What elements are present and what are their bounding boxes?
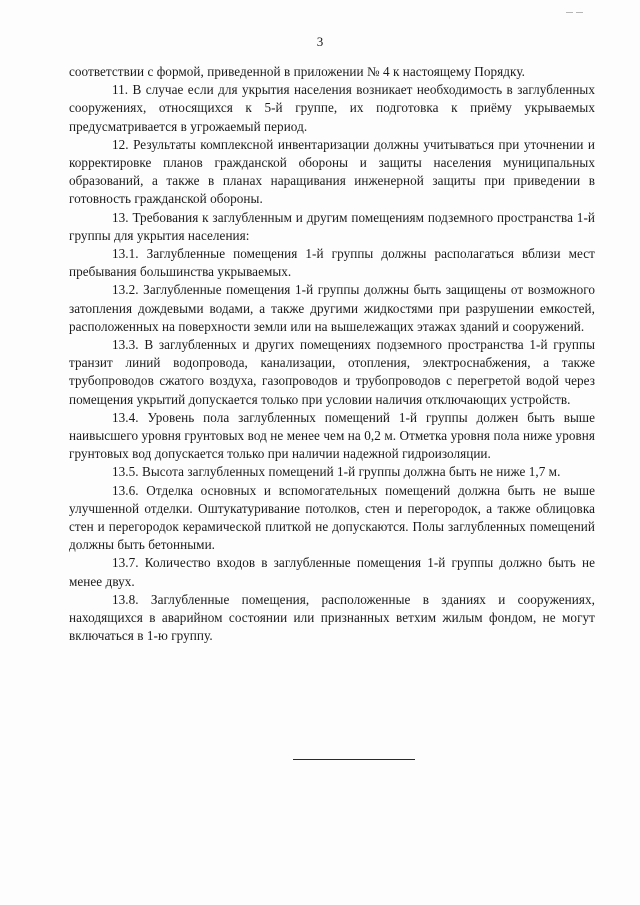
paragraph-13-3: 13.3. В заглубленных и других помещениях подземного пространства 1-й группы транзит линий водопровода, канализации, отопления, электроснабжения, а также трубопроводов сжатого воздуха, газопроводов и трубопроводов с перегретой водой через помещения укрытий допускается только при условии наличия отключающих устройств. <box>69 337 595 407</box>
paragraph-11: 11. В случае если для укрытия населения возникает необходимость в заглубленных сооружениях, относящихся к 5-й группе, их подготовка к приёму укрываемых предусматривается в угрожаемый период. <box>69 82 595 134</box>
paragraph-continuation: соответствии с формой, приведенной в приложении № 4 к настоящему Порядку. <box>69 64 525 79</box>
paragraph-13-8: 13.8. Заглубленные помещения, расположенные в зданиях и сооружениях, находящихся в аварийном состоянии или признанных ветхим жилым фондом, не могут включаться в 1-ю группу. <box>69 591 595 644</box>
paragraph-12: 12. Результаты комплексной инвентаризации должны учитываться при уточнении и корректировке планов гражданской обороны и защиты населения муниципальных образований, а также в планах наращивания инженерной защиты при приведении в готовность гражданской обороны. <box>69 136 595 207</box>
paragraph-13: 13. Требования к заглубленным и другим помещениям подземного пространства 1-й группы для укрытия населения: <box>69 209 595 243</box>
end-of-text-rule <box>293 759 415 760</box>
paragraph-13-1: 13.1. Заглубленные помещения 1-й группы должны располагаться вблизи мест пребывания большинства укрываемых. <box>69 246 595 280</box>
paragraph-13-5: 13.5. Высота заглубленных помещений 1-й группы должна быть не ниже 1,7 м. <box>112 464 561 480</box>
corner-mark <box>566 10 586 16</box>
paragraph-13-4: 13.4. Уровень пола заглубленных помещений 1-й группы должен быть выше наивысшего уровня грунтовых вод не менее чем на 0,2 м. Отметка уровня пола ниже уровня грунтовых вод допускается только при наличии надежной гидроизоляции. <box>69 409 595 462</box>
page-number: 3 <box>316 34 324 49</box>
document-body <box>69 63 595 646</box>
paragraph-13-7: 13.7. Количество входов в заглубленные помещения 1-й группы должно быть не менее двух. <box>69 555 595 589</box>
paragraph-13-2: 13.2. Заглубленные помещения 1-й группы должны быть защищены от возможного затопления дождевыми водами, а также другими жидкостями при разрушении емкостей, расположенных на поверхности земли или на вышележащих этажах зданий и сооружений. <box>69 282 595 334</box>
paragraph-13-6: 13.6. Отделка основных и вспомогательных помещений должна быть не выше улучшенной отделки. Оштукатуривание потолков, стен и перегородок, а также облицовка стен и перегородок керамической плиткой не допускаются. Полы заглубленных помещений должны быть бетонными. <box>69 482 595 553</box>
